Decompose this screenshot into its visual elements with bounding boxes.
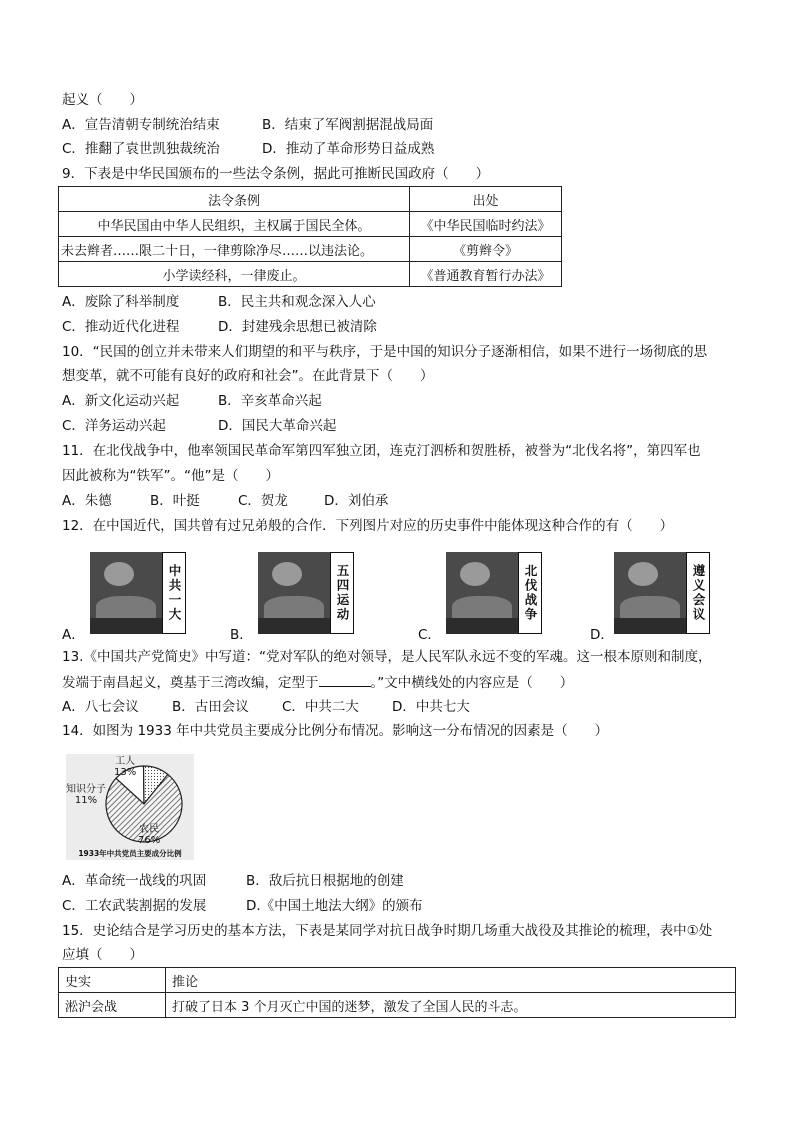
q14-option-c[interactable]: C．工农武装割据的发展 (62, 898, 207, 914)
historical-photo (90, 552, 162, 634)
table-header: 推论 (166, 968, 736, 993)
answer-blank[interactable] (319, 673, 371, 687)
q10-options-row1 (62, 392, 322, 410)
table-header: 法令条例 (59, 187, 410, 212)
q14-option-a[interactable]: A．革命统一战线的巩固 (62, 873, 207, 889)
table-row (59, 212, 562, 237)
party-composition-pie-chart (66, 754, 194, 860)
q15-history-table (58, 967, 736, 1018)
q11-stem-line1: 11．在北伐战争中，他率领国民革命军第四军独立团，连克汀泗桥和贺胜桥，被誉为“北伐名将”，第四军也 (62, 443, 701, 459)
q10-options-row2 (62, 417, 336, 435)
table-header-row (59, 968, 736, 993)
q14-option-d[interactable]: D.《中国土地法大纲》的颁布 (246, 898, 423, 914)
pie-label-intellectuals: 知识分子 11% (66, 784, 106, 806)
q12-option-c[interactable]: C． (418, 627, 441, 643)
q14-options-row2 (62, 897, 423, 915)
q8-option-a[interactable]: A．宣告清朝专制统治结束 (62, 117, 220, 133)
q15-stem-line1: 15．史论结合是学习历史的基本方法，下表是某同学对抗日战争时期几场重大战役及其推论的梳理，表中①处 (62, 923, 713, 939)
table-header: 史实 (59, 968, 166, 993)
q11-options (62, 492, 388, 510)
q12-picture-a[interactable] (90, 552, 186, 634)
table-row (59, 237, 562, 262)
table-cell: 中华民国由中华人民组织，主权属于国民全体。 (59, 212, 410, 237)
q9-option-c[interactable]: C．推动近代化进程 (62, 319, 180, 335)
q14-options-row1 (62, 872, 404, 890)
q12-option-b[interactable]: B． (230, 627, 253, 643)
q8-option-b[interactable]: B．结束了军阀割据混战局面 (262, 117, 434, 133)
q8-option-c[interactable]: C．推翻了袁世凯独裁统治 (62, 141, 220, 157)
q13-options (62, 698, 470, 716)
q10-stem-line1: 10．“民国的创立并未带来人们期望的和平与秩序，于是中国的知识分子逐渐相信，如果不进行一场彻底的思 (62, 344, 708, 360)
q15-stem-line2: 应填（ ） (62, 947, 143, 963)
q12-option-d[interactable]: D． (590, 627, 614, 643)
q14-option-b[interactable]: B．敌后抗日根据地的创建 (246, 873, 404, 889)
picture-caption: 五四运动 (330, 552, 354, 634)
pie-label-peasants: 农民 76% (138, 824, 161, 846)
q13-stem-line2 (62, 673, 573, 692)
q13-option-b[interactable]: B．古田会议 (172, 699, 249, 715)
table-row (59, 262, 562, 287)
q13-stem-line1: 13.《中国共产党简史》中写道：“党对军队的绝对领导，是人民军队永远不变的军魂。这一根本原则和制度， (62, 649, 712, 665)
picture-caption: 北伐战争 (518, 552, 542, 634)
q12-picture-d[interactable] (614, 552, 710, 634)
q10-option-d[interactable]: D．国民大革命兴起 (218, 418, 337, 434)
q10-option-c[interactable]: C．洋务运动兴起 (62, 418, 166, 434)
q9-options-row2 (62, 318, 377, 336)
q8-stem-tail: 起义（ ） (62, 92, 143, 108)
q10-stem-line2: 想变革，就不可能有良好的政府和社会”。在此背景下（ ） (62, 368, 434, 384)
table-cell: 淞沪会战 (59, 993, 166, 1018)
q11-option-a[interactable]: A．朱德 (62, 493, 112, 509)
table-cell: 《普通教育暂行办法》 (410, 262, 562, 287)
q8-options-row1 (62, 116, 433, 134)
pie-label-workers: 工人 13% (114, 756, 137, 778)
q11-option-d[interactable]: D．刘伯承 (324, 493, 389, 509)
q12-picture-c[interactable] (446, 552, 542, 634)
pie-chart-title: 1933年中共党员主要成分比例 (78, 849, 182, 858)
q9-law-table (58, 186, 562, 287)
q13-stem-line2-post: 。”文中横线处的内容应是（ ） (370, 675, 574, 691)
q9-option-d[interactable]: D．封建残余思想已被清除 (218, 319, 377, 335)
historical-photo (258, 552, 330, 634)
table-cell: 小学读经科，一律废止。 (59, 262, 410, 287)
q8-option-d[interactable]: D．推动了革命形势日益成熟 (262, 141, 435, 157)
q10-option-a[interactable]: A．新文化运动兴起 (62, 393, 180, 409)
q8-options-row2 (62, 140, 434, 158)
q9-option-a[interactable]: A．废除了科举制度 (62, 294, 180, 310)
historical-photo (446, 552, 518, 634)
q9-option-b[interactable]: B．民主共和观念深入人心 (218, 294, 376, 310)
q11-option-b[interactable]: B．叶挺 (150, 493, 200, 509)
q12-picture-b[interactable] (258, 552, 354, 634)
q13-option-d[interactable]: D．中共七大 (392, 699, 470, 715)
q13-option-c[interactable]: C．中共二大 (282, 699, 359, 715)
q10-option-b[interactable]: B．辛亥革命兴起 (218, 393, 322, 409)
picture-caption: 遵义会议 (686, 552, 710, 634)
table-header-row (59, 187, 562, 212)
picture-caption: 中共一大 (162, 552, 186, 634)
q12-option-a[interactable]: A． (62, 627, 85, 643)
q12-stem: 12．在中国近代，国共曾有过兄弟般的合作．下列图片对应的历史事件中能体现这种合作的有（ ） (62, 518, 674, 534)
table-cell: 未去辫者……限二十日，一律剪除净尽……以违法论。 (59, 237, 410, 262)
table-cell: 打破了日本 3 个月灭亡中国的迷梦，激发了全国人民的斗志。 (166, 993, 736, 1018)
q13-option-a[interactable]: A．八七会议 (62, 699, 139, 715)
table-header: 出处 (410, 187, 562, 212)
q11-stem-line2: 因此被称为“铁军”。“他”是（ ） (62, 468, 279, 484)
table-cell: 《剪辫令》 (410, 237, 562, 262)
q9-options-row1 (62, 293, 376, 311)
q13-stem-line2-pre: 发端于南昌起义，奠基于三湾改编，定型于 (62, 675, 319, 691)
historical-photo (614, 552, 686, 634)
table-row (59, 993, 736, 1018)
q9-stem: 9．下表是中华民国颁布的一些法令条例，据此可推断民国政府（ ） (62, 166, 490, 182)
q14-stem: 14．如图为 1933 年中共党员主要成分比例分布情况。影响这一分布情况的因素是（ ） (62, 723, 609, 739)
table-cell: 《中华民国临时约法》 (410, 212, 562, 237)
q11-option-c[interactable]: C．贺龙 (238, 493, 288, 509)
